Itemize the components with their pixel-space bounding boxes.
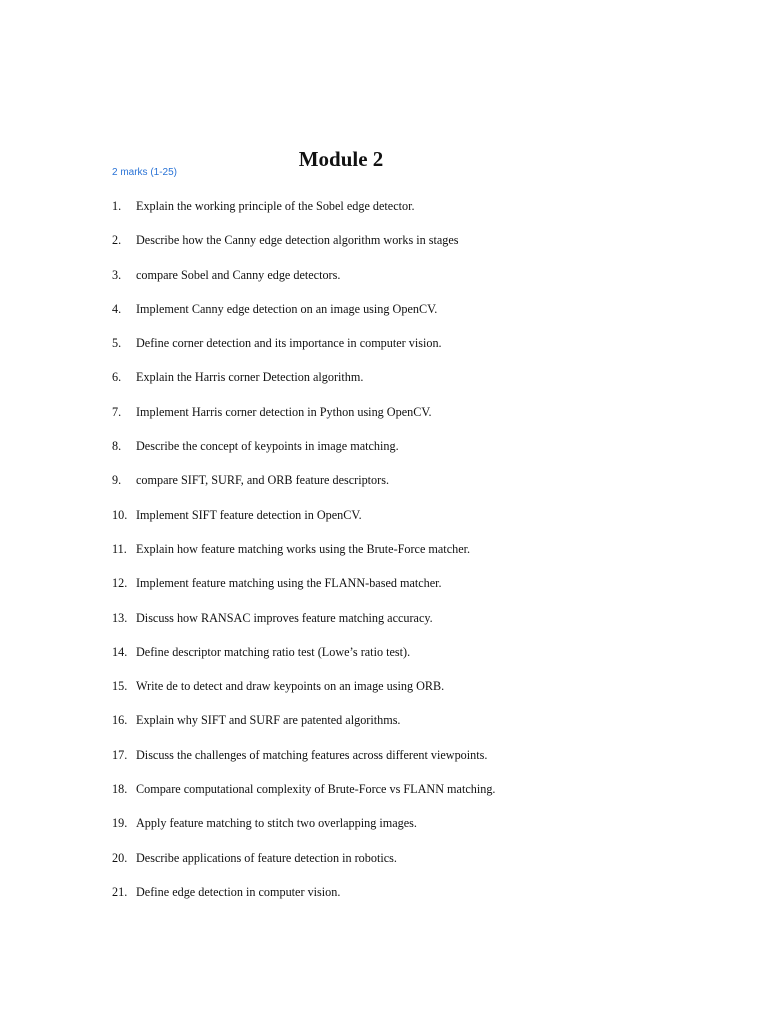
question-text: Compare computational complexity of Brute-Force vs FLANN matching.	[136, 782, 496, 797]
question-item-10	[112, 505, 712, 539]
question-number: 3.	[112, 267, 122, 282]
question-item-3	[112, 265, 712, 299]
question-text: Describe applications of feature detection in robotics.	[136, 850, 397, 865]
question-number: 5.	[112, 336, 122, 351]
question-text: Explain the Harris corner Detection algorithm.	[136, 370, 364, 385]
question-number: 17.	[112, 747, 128, 762]
page-title: Module 2	[298, 147, 384, 171]
question-number: 9.	[112, 473, 122, 488]
question-item-9	[112, 470, 712, 504]
question-number: 2.	[112, 233, 122, 248]
question-text: Implement Canny edge detection on an image using OpenCV.	[136, 301, 438, 316]
question-text: compare SIFT, SURF, and ORB feature descriptors.	[136, 473, 389, 488]
question-text: compare Sobel and Canny edge detectors.	[136, 267, 341, 282]
question-text: Define descriptor matching ratio test (Lowe’s ratio test).	[136, 644, 411, 659]
question-item-20	[112, 848, 712, 882]
question-item-7	[112, 402, 712, 436]
question-item-19	[112, 813, 712, 847]
question-text: Describe how the Canny edge detection algorithm works in stages	[136, 233, 459, 248]
question-number: 18.	[112, 782, 128, 797]
question-number: 7.	[112, 404, 122, 419]
question-number: 12.	[112, 576, 128, 591]
question-number: 20.	[112, 850, 128, 865]
question-item-18	[112, 779, 712, 813]
question-item-16	[112, 710, 712, 744]
question-number: 13.	[112, 610, 128, 625]
question-item-2	[112, 230, 712, 264]
question-text: Define edge detection in computer vision.	[136, 884, 341, 899]
question-text: Describe the concept of keypoints in image matching.	[136, 439, 399, 454]
question-number: 4.	[112, 301, 122, 316]
question-number: 21.	[112, 884, 128, 899]
question-item-4	[112, 299, 712, 333]
question-text: Implement Harris corner detection in Python using OpenCV.	[136, 404, 432, 419]
question-text: Define corner detection and its importance in computer vision.	[136, 336, 442, 351]
question-item-1	[112, 196, 712, 230]
question-number: 14.	[112, 644, 128, 659]
question-item-8	[112, 436, 712, 470]
question-number: 16.	[112, 713, 128, 728]
question-text: Implement feature matching using the FLANN-based matcher.	[136, 576, 442, 591]
marks-note: 2 marks (1-25)	[112, 167, 178, 178]
question-item-14	[112, 642, 712, 676]
question-text: Write de to detect and draw keypoints on an image using ORB.	[136, 679, 445, 694]
question-item-15	[112, 676, 712, 710]
question-text: Apply feature matching to stitch two overlapping images.	[136, 816, 417, 831]
question-number: 10.	[112, 507, 128, 522]
question-number: 8.	[112, 439, 122, 454]
question-text: Implement SIFT feature detection in OpenCV.	[136, 507, 362, 522]
question-item-6	[112, 367, 712, 401]
question-text: Explain how feature matching works using the Brute-Force matcher.	[136, 541, 471, 556]
question-number: 15.	[112, 679, 128, 694]
question-text: Explain why SIFT and SURF are patented algorithms.	[136, 713, 401, 728]
question-list	[112, 196, 712, 916]
question-number: 11.	[112, 541, 127, 556]
question-item-12	[112, 573, 712, 607]
question-item-21	[112, 882, 712, 916]
question-number: 19.	[112, 816, 128, 831]
question-item-13	[112, 608, 712, 642]
question-item-17	[112, 745, 712, 779]
question-item-11	[112, 539, 712, 573]
question-item-5	[112, 333, 712, 367]
question-number: 1.	[112, 199, 122, 213]
question-text: Discuss the challenges of matching features across different viewpoints.	[136, 747, 488, 762]
question-text: Explain the working principle of the Sobel edge detector.	[136, 199, 415, 213]
question-number: 6.	[112, 370, 122, 385]
question-text: Discuss how RANSAC improves feature matching accuracy.	[136, 610, 433, 625]
